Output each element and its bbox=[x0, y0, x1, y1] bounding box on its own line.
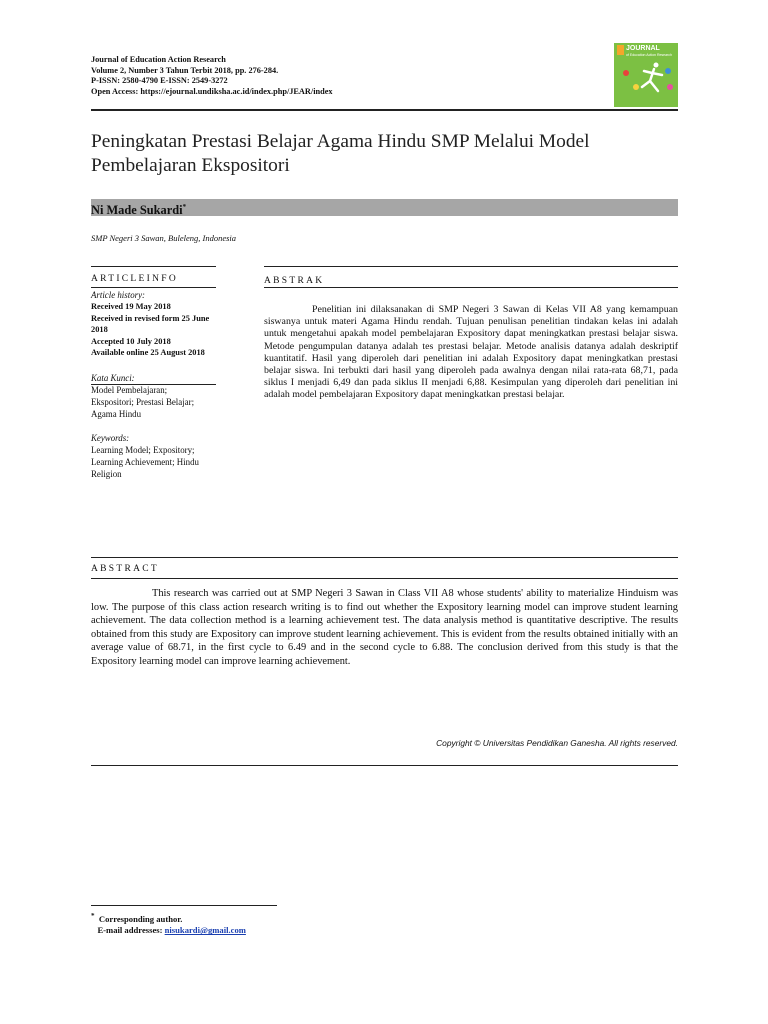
revised-date: Received in revised form 25 June 2018 bbox=[91, 313, 210, 335]
abstract-heading-rule bbox=[91, 578, 678, 579]
history-label: Article history: bbox=[91, 290, 145, 300]
journal-open-access: Open Access: https://ejournal.undiksha.ac.id/index.php/JEAR/index bbox=[91, 86, 333, 96]
journal-issn: P-ISSN: 2580-4790 E-ISSN: 2549-3272 bbox=[91, 76, 228, 86]
abstrak-top-rule bbox=[264, 266, 678, 267]
copyright-notice: Copyright © Universitas Pendidikan Ganesha. All rights reserved. bbox=[436, 738, 678, 748]
journal-volume: Volume 2, Number 3 Tahun Terbit 2018, pp. 276-284. bbox=[91, 65, 279, 75]
abstrak-heading: ABSTRAK bbox=[264, 276, 325, 286]
email-link[interactable]: nisukardi@gmail.com bbox=[164, 925, 246, 936]
accepted-date: Accepted 10 July 2018 bbox=[91, 336, 171, 346]
abstract-text: This research was carried out at SMP Negeri 3 Sawan in Class VII A8 whose students' ability to materialize Hinduism was low. The purpose of this class action research writing is to find out whether the Expository learning model can improve student learning achievement. The data collection method is a learning achievement test. The data analysis method is quantitative descriptive. The results obtained from this study are Expository can improve student learning achievement. This is evident from the results obtained initially with an average value of 68.71, in the first cycle to 6.49 and in the second cycle to 6.88. The conclusion derived from this study is that the Expository learning model can improve learning achievement. bbox=[91, 588, 678, 667]
article-info bbox=[91, 289, 211, 480]
corresponding-author-label: Corresponding author. bbox=[98, 913, 183, 924]
journal-name: Journal of Education Action Research bbox=[91, 55, 226, 64]
author-bar bbox=[91, 199, 678, 216]
copyright-rule bbox=[91, 765, 678, 766]
abstract-heading: ABSTRACT bbox=[91, 564, 160, 574]
author-line bbox=[91, 199, 678, 219]
logo-title: JOURNAL bbox=[626, 45, 660, 52]
author-name: Ni Made Sukardi bbox=[91, 203, 183, 218]
logo-subtitle: of Education Action Research bbox=[626, 53, 672, 57]
info-heading-rule bbox=[91, 287, 216, 288]
email-line bbox=[91, 925, 246, 937]
kata-kunci: Model Pembelajaran; Ekspositori; Prestasi Belajar; Agama Hindu bbox=[91, 384, 195, 419]
email-label: E-mail addresses: bbox=[97, 925, 163, 936]
info-top-rule bbox=[91, 266, 216, 267]
article-info-heading: ARTICLEINFO bbox=[91, 274, 179, 284]
keywords: Learning Model; Expository; Learning Achievement; Hindu Religion bbox=[91, 444, 199, 479]
header-rule bbox=[91, 109, 678, 111]
affiliation: SMP Negeri 3 Sawan, Buleleng, Indonesia bbox=[91, 233, 237, 243]
journal-logo bbox=[614, 43, 678, 107]
corresponding-author-line bbox=[91, 911, 246, 925]
abstrak-text: Penelitian ini dilaksanakan di SMP Negeri 3 Sawan di Kelas VII A8 yang kemampuan siswanya untuk materi Agama Hindu rendah. Tujuan penulisan penelitian tindakan kelas ini adalah untuk mengetahui apakah model pembelajaran Expository dapat meningkatkan prestasi belajar siswa. Metode pengumpulan datanya adalah tes prestasi belajar. Metode analisis datanya adalah deskriptif kuantitatif. Hasil yang diperoleh dari penelitian ini adalah Expository dapat meningkatkan prestasi belajar siswa. Ini terbukti dari hasil yang diperoleh pada awalnya dengan nilai rata-rata 68,71, pada siklus I menjadi 6,49 dan pada siklus II menjadi 6,88. Kesimpulan yang diperoleh dari penelitian ini adalah model pembelajaran Expository dapat meningkatkan prestasi belajar. bbox=[264, 304, 678, 401]
abstract-top-rule bbox=[91, 557, 678, 558]
author-mark: * bbox=[182, 203, 187, 211]
abstrak-heading-rule bbox=[264, 287, 678, 288]
keywords-label: Keywords: bbox=[91, 432, 130, 443]
logo-figure-icon bbox=[614, 43, 678, 107]
footnote bbox=[91, 911, 246, 937]
paper-title: Peningkatan Prestasi Belajar Agama Hindu SMP Melalui Model Pembelajaran Ekspositori bbox=[91, 131, 590, 176]
footnote-mark: * bbox=[91, 912, 95, 920]
online-date: Available online 25 August 2018 bbox=[91, 348, 205, 358]
received-date: Received 19 May 2018 bbox=[91, 302, 171, 311]
kata-kunci-label: Kata Kunci: bbox=[91, 372, 135, 383]
journal-header bbox=[91, 55, 333, 97]
footnote-rule bbox=[91, 905, 277, 906]
